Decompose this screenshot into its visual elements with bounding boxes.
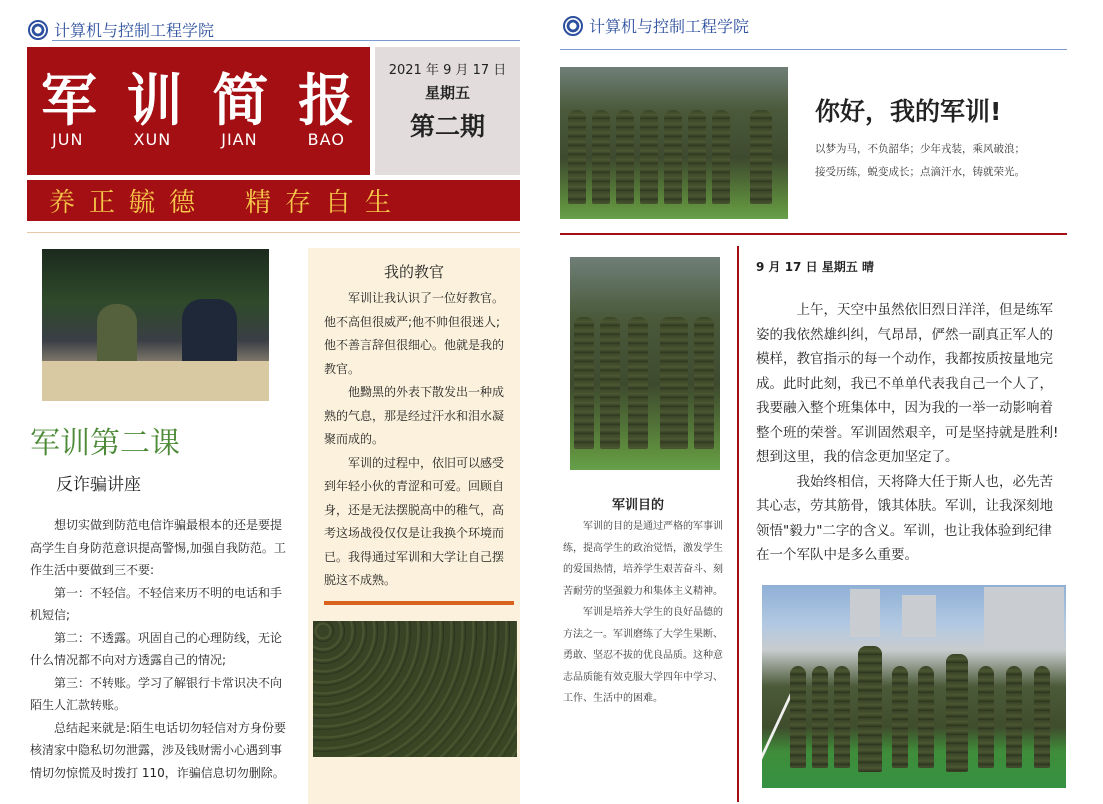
- masthead-char: 军: [40, 69, 99, 134]
- article-paragraph: 第二：不透露。巩固自己的心理防线，无论什么情况都不向对方透露自己的情况;: [30, 630, 283, 667]
- school-name: 计算机与控制工程学院: [54, 21, 215, 40]
- instructor-paragraph: 军训让我认识了一位好教官。他不高但很威严;他不帅但很迷人;他不善言辞但很细心。他就是我的教官。: [324, 291, 505, 376]
- photo-figure: [616, 110, 634, 204]
- photo-figure: [1006, 666, 1022, 768]
- masthead-char: 训: [126, 69, 185, 134]
- school-logo-icon: [28, 20, 48, 40]
- school-logo-icon: [563, 16, 583, 36]
- photo-figure: [790, 666, 806, 768]
- orange-divider: [324, 601, 514, 605]
- seated-troops-photo: [313, 621, 517, 757]
- purpose-article: [563, 516, 723, 710]
- anti-fraud-article: [30, 514, 290, 784]
- photo-figure: [812, 666, 828, 768]
- photo-figure: [946, 654, 968, 772]
- diary-paragraph: 我始终相信，天将降大任于斯人也，必先苦其心志，劳其筋骨，饿其体肤。军训，让我深刻地领悟"毅力"二字的含义。军训，也让我体验到纪律在一个军队中是多么重要。: [756, 473, 1053, 563]
- issue-number: 第二期: [409, 112, 485, 141]
- diary-paragraph: 上午，天空中虽然依旧烈日洋洋，但是练军姿的我依然雄纠纠，气昂昂，俨然一副真正军人的模样，教官指示的每一个动作，我都按质按量地完成。此时此刻，我已不单单代表我自己一个人了，我要融入整个班集体中，因为我的一举一动影响着整个班的荣誉。军训固然艰辛，可是坚持就是胜利!想到这里，我的信念更加坚定了。: [756, 302, 1059, 465]
- diary-date: 9 月 17 日 星期五 晴: [756, 260, 874, 274]
- photo-figure: [750, 110, 772, 204]
- instructor-title: 我的教官: [383, 263, 444, 281]
- photo-figure: [640, 110, 658, 204]
- article-paragraph: 第一：不轻信。不轻信来历不明的电话和手机短信;: [30, 585, 283, 622]
- article-paragraph: 想切实做到防范电信诈骗最根本的还是要提高学生自身防范意识提高警惕,加强自我防范。工作生活中要做到三不要:: [30, 518, 286, 577]
- photo-figure: [688, 110, 706, 204]
- photo-figure: [592, 110, 610, 204]
- field-drill-photo: [762, 585, 1066, 788]
- photo-figure: [660, 317, 688, 449]
- purpose-paragraph: 军训的目的是通过严格的军事训练，提高学生的政治觉悟，激发学生的爱国热情，培养学生艰苦奋斗、刻苦耐劳的坚强毅力和集体主义精神。: [563, 521, 723, 597]
- pinyin-label: JIAN: [221, 130, 258, 149]
- photo-figure: [628, 317, 648, 449]
- motto-banner: [27, 180, 520, 221]
- photo-building: [984, 587, 1064, 647]
- photo-figure: [600, 317, 620, 449]
- photo-shade: [313, 621, 517, 757]
- photo-figure: [694, 317, 714, 449]
- instructor-paragraph: 军训的过程中，依旧可以感受到年轻小伙的青涩和可爱。回顾自身，还是无法摆脱高中的稚气，高考这场战役仅仅是让我换个环境而已。我得通过军训和大学让自己摆脱这不成熟。: [324, 455, 505, 587]
- photo-figure: [1034, 666, 1050, 768]
- section-divider: [27, 232, 520, 233]
- section-title: 军训第二课: [30, 426, 180, 461]
- formation-photo: [560, 67, 788, 219]
- photo-figure: [568, 110, 586, 204]
- masthead-title-block: [27, 47, 370, 175]
- photo-figure: [978, 666, 994, 768]
- purpose-title: 军训目的: [612, 498, 665, 513]
- masthead-title: [27, 57, 370, 137]
- header-rule: [52, 40, 520, 41]
- issue-date: 2021 年 9 月 17 日: [388, 63, 507, 78]
- pinyin-label: JUN: [52, 130, 84, 149]
- school-name-right: 计算机与控制工程学院: [589, 17, 750, 36]
- hello-title: 你好，我的军训!: [815, 97, 1002, 126]
- photo-figure: [858, 646, 882, 772]
- masthead-char: 报: [298, 69, 357, 134]
- photo-figure: [892, 666, 908, 768]
- school-header-right: [563, 14, 749, 37]
- article-paragraph: 总结起来就是:陌生电话切勿轻信对方身份要核清家中隐私切勿泄露，涉及钱财需小心遇到事情切勿惊慌及时拨打 110，诈骗信息切勿删除。: [30, 720, 287, 780]
- issue-info-block: [375, 47, 520, 175]
- photo-building: [902, 595, 936, 637]
- photo-figure: [664, 110, 682, 204]
- motto-left: 养正毓德: [49, 188, 210, 218]
- red-divider: [560, 233, 1067, 235]
- motto-right: 精存自生: [245, 188, 406, 218]
- pinyin-label: XUN: [133, 130, 172, 149]
- diary-article: [756, 298, 1064, 568]
- photo-figure: [918, 666, 934, 768]
- photo-building: [850, 589, 880, 637]
- masthead-pinyin: [27, 130, 370, 149]
- photo-figure: [834, 666, 850, 768]
- left-page: [0, 0, 545, 804]
- instructor-box: [308, 248, 520, 804]
- header-rule-right: [560, 49, 1067, 50]
- section-subtitle: 反诈骗讲座: [56, 475, 141, 495]
- standing-troops-photo: [570, 257, 720, 470]
- instructor-article: [324, 287, 508, 593]
- photo-figure: [712, 110, 730, 204]
- school-header: [28, 18, 214, 41]
- photo-figure: [574, 317, 594, 449]
- photo-desk: [42, 361, 269, 401]
- slogan-line: 接受历练，蜕变成长；点滴汗水，铸就荣光。: [815, 166, 1025, 178]
- column-divider: [737, 246, 739, 802]
- instructor-paragraph: 他黝黑的外表下散发出一种成熟的气息，那是经过汗水和泪水凝聚而成的。: [324, 385, 505, 446]
- article-paragraph: 第三：不转账。学习了解银行卡常识决不向陌生人汇款转账。: [30, 675, 283, 712]
- hello-slogan: [815, 138, 1025, 184]
- issue-weekday: 星期五: [424, 84, 470, 102]
- masthead-char: 简: [212, 69, 271, 134]
- slogan-line: 以梦为马，不负韶华；少年戎装，乘风破浪；: [815, 143, 1025, 155]
- pinyin-label: BAO: [307, 130, 345, 149]
- lecture-photo: [42, 249, 269, 401]
- purpose-paragraph: 军训是培养大学生的良好品德的方法之一。军训磨练了大学生果断、勇敢、坚忍不拔的优良品质。这种意志品质能有效克服大学四年中学习、工作、生活中的困难。: [563, 607, 723, 704]
